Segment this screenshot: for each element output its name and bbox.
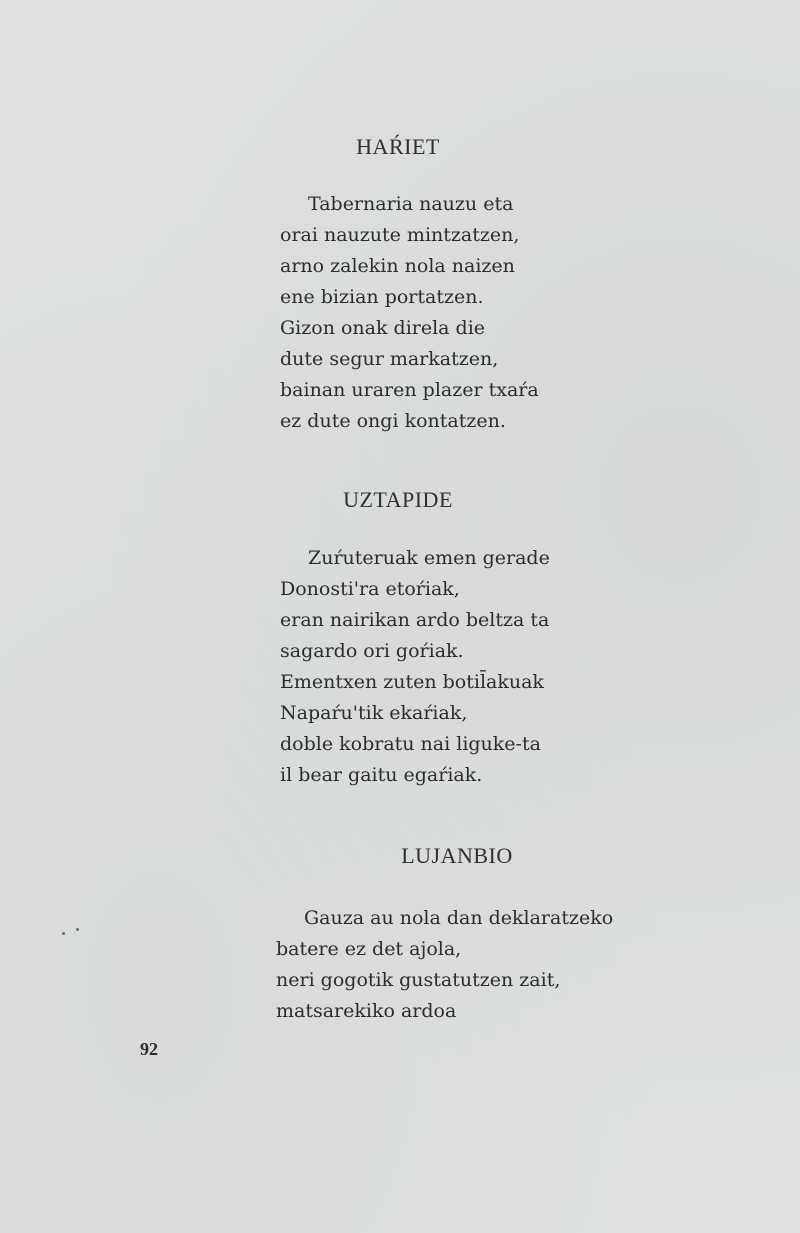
verse-line: Ementxen zuten botil̄akuak [280, 671, 544, 693]
verse-line: Gizon onak direla die [280, 317, 486, 339]
verse-line: il bear gaitu egaŕiak. [280, 764, 483, 786]
verse-line: bainan uraren plazer txaŕa [280, 379, 539, 401]
verse-line: matsarekiko ardoa [276, 1000, 457, 1022]
paper-speck [62, 932, 65, 935]
poem-title-lujanbio: LUJANBIO [401, 843, 513, 868]
stanza-uztapide [280, 543, 550, 791]
verse-line: dute segur markatzen, [280, 348, 499, 370]
verse-line: Napaŕu'tik ekaŕiak, [280, 702, 468, 724]
verse-line: orai nauzute mintzatzen, [280, 224, 520, 246]
stanza-lujanbio [276, 903, 613, 1027]
verse-line: ez dute ongi kontatzen. [280, 410, 506, 432]
verse-line: Donosti'ra etoŕiak, [280, 578, 460, 600]
verse-line: arno zalekin nola naizen [280, 255, 515, 277]
verse-line: ene bizian portatzen. [280, 286, 484, 308]
poem-title-uztapide: UZTAPIDE [343, 487, 453, 512]
paper-speck [76, 928, 79, 931]
verse-line: Zuŕuteruak emen gerade [308, 547, 550, 569]
verse-line: Tabernaria nauzu eta [308, 193, 514, 215]
verse-line: Gauza au nola dan deklaratzeko [304, 907, 614, 929]
verse-line: batere ez det ajola, [276, 938, 462, 960]
verse-line: neri gogotik gustatutzen zait, [276, 969, 561, 991]
poem-title-hariet: HAŔIET [356, 134, 440, 159]
verse-line: doble kobratu nai liguke-ta [280, 733, 541, 755]
page-number: 92 [140, 1039, 158, 1059]
verse-line: eran nairikan ardo beltza ta [280, 609, 550, 631]
verse-line: sagardo ori goŕiak. [280, 640, 464, 662]
stanza-hariet [280, 189, 539, 437]
